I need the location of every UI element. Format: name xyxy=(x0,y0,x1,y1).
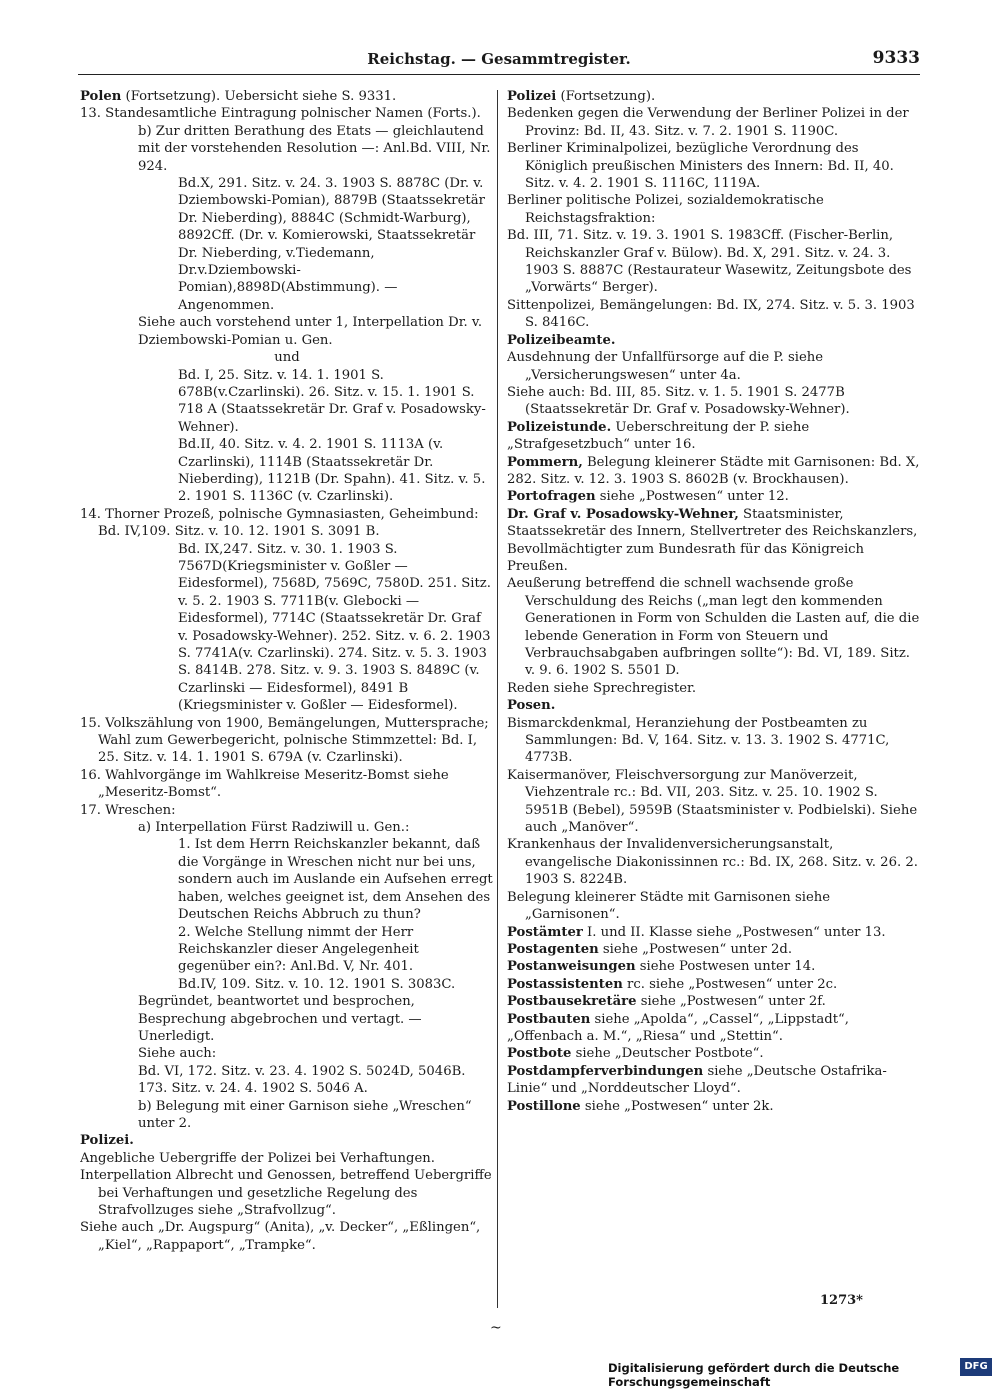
entry-line xyxy=(80,105,494,122)
entry-text: 17. Wreschen: xyxy=(80,802,176,818)
entry-text: (Fortsetzung). xyxy=(556,89,656,104)
entry-line xyxy=(80,924,494,976)
entry-heading: Postassistenten xyxy=(507,976,623,992)
entry-text: Interpellation Albrecht und Genossen, betreffend Uebergriffe bei Verhaftungen und gesetzliche Regelung des Strafvollzuges siehe „Strafvollzug“. xyxy=(80,1168,492,1218)
entry-text: siehe „Postwesen“ unter 12. xyxy=(595,489,789,505)
index-entry xyxy=(507,958,921,975)
entry-text: Reden siehe Sprechregister. xyxy=(507,680,697,696)
entry-text: siehe „Postwesen“ unter 2f. xyxy=(636,994,826,1010)
entry-line xyxy=(80,715,494,767)
right-column xyxy=(507,88,921,1298)
entry-heading: Postämter xyxy=(507,924,583,940)
entry-line xyxy=(80,314,494,349)
entry-text: Kaisermanöver, Fleischversorgung zur Manöverzeit, Viehzentrale rc.: Bd. VII, 203. Sitz. v. 25. 10. 1902 S. 5951B (Bebel), 5959B (Staatsminister v. Podbielski). Siehe auch „Manöver“. xyxy=(507,767,918,836)
entry-line xyxy=(80,506,494,541)
entry-heading: Postbausekretäre xyxy=(507,994,637,1010)
entry-text: Sittenpolizei, Bemängelungen: Bd. IX, 274. Sitz. v. 5. 3. 1903 S. 8416C. xyxy=(507,297,915,331)
entry-text: siehe „Apolda“, „Cassel“, „Lippstadt“, „Offenbach a. M.“, „Riesa“ und „Stettin“. xyxy=(507,1011,849,1044)
entry-line xyxy=(507,889,921,924)
entry-heading: Dr. Graf v. Posadowsky-Wehner, xyxy=(507,506,739,522)
index-entry xyxy=(507,1045,921,1062)
entry-text: siehe Postwesen unter 14. xyxy=(635,959,816,975)
entry-text: (Fortsetzung). Uebersicht siehe S. 9331. xyxy=(121,89,397,104)
entry-text: siehe „Deutsche Ostafrika-Linie“ und „Norddeutscher Lloyd“. xyxy=(507,1063,887,1097)
index-entry xyxy=(507,506,921,576)
entry-text: Siehe auch vorstehend unter 1, Interpellation Dr. v. Dziembowski-Pomian u. Gen. xyxy=(138,315,483,348)
page-number: 9333 xyxy=(872,48,920,68)
entry-text: siehe „Postwesen“ unter 2d. xyxy=(598,941,793,957)
entry-line xyxy=(80,175,494,314)
entry-text: Ueberschreitung der P. siehe „Strafgesetzbuch“ unter 16. xyxy=(507,419,810,453)
index-entry xyxy=(507,993,921,1010)
index-entry xyxy=(507,419,921,454)
entry-heading: Postbauten xyxy=(507,1011,591,1027)
index-entry xyxy=(507,88,921,105)
entry-text: Berliner Kriminalpolizei, bezügliche Verordnung des Königlich preußischen Ministers des Innern: Bd. II, 40. Sitz. v. 4. 2. 1901 S. 1116C, 1119A. xyxy=(507,141,894,192)
entry-line xyxy=(507,575,921,679)
entry-line xyxy=(80,1063,494,1098)
dfg-logo: DFG xyxy=(960,1358,992,1376)
entry-text: Aeußerung betreffend die schnell wachsende große Verschuldung des Reichs („man legt den kommenden Generationen in Form von Schulden die Lasten auf, die die lebende Generation in Form von Steuern und Verbrauchsabgaben aufbringen sollte“): Bd. VI, 189. Sitz. v. 9. 6. 1902 S. 5501 D. xyxy=(507,576,920,679)
entry-line xyxy=(80,1045,494,1062)
index-entry xyxy=(507,332,921,349)
index-entry xyxy=(507,488,921,505)
entry-heading: Portofragen xyxy=(507,489,596,505)
entry-text: 13. Standesamtliche Eintragung polnischer Namen (Forts.). xyxy=(80,106,481,122)
entry-text: 14. Thorner Prozeß, polnische Gymnasiasten, Geheimbund: Bd. IV,109. Sitz. v. 10. 12. 1901 S. 3091 B. xyxy=(80,506,479,540)
index-entry xyxy=(507,1098,921,1115)
entry-text: Siehe auch: xyxy=(138,1046,217,1062)
entry-heading: Postbote xyxy=(507,1046,572,1062)
page-title: Reichstag. — Gesammtregister. xyxy=(367,50,631,68)
entry-line xyxy=(507,349,921,384)
entry-text: Bd.II, 40. Sitz. v. 4. 2. 1901 S. 1113A (v. Czarlinski), 1114B (Staatssekretär Dr. Nieberding), 1121B (Dr. Spahn). 41. Sitz. v. 5. 2. 1901 S. 1136C (v. Czarlinski). xyxy=(178,437,486,505)
entry-text: rc. siehe „Postwesen“ unter 2c. xyxy=(622,976,838,992)
entry-text: Bd. VI, 172. Sitz. v. 23. 4. 1902 S. 5024D, 5046B. 173. Sitz. v. 24. 4. 1902 S. 5046 A. xyxy=(138,1063,466,1097)
entry-text: Belegung kleinerer Städte mit Garnisonen: Bd. X, 282. Sitz. v. 12. 3. 1903 S. 8602B (v. Brockhausen). xyxy=(507,454,920,487)
entry-line xyxy=(507,384,921,419)
index-entry xyxy=(507,924,921,941)
entry-heading: Polizei xyxy=(507,89,557,104)
entry-heading: Postanweisungen xyxy=(507,959,636,975)
index-entry xyxy=(507,1011,921,1046)
entry-line xyxy=(80,436,494,506)
entry-text: siehe „Postwesen“ unter 2k. xyxy=(580,1098,774,1114)
entry-text: Bd.IV, 109. Sitz. v. 10. 12. 1901 S. 3083C. xyxy=(178,976,456,992)
entry-text: Siehe auch „Dr. Augspurg“ (Anita), „v. Decker“, „Eßlingen“, „Kiel“, „Rappaport“, „Trampke“. xyxy=(80,1220,481,1253)
entry-text: a) Interpellation Fürst Radziwill u. Gen.: xyxy=(138,820,410,836)
entry-line xyxy=(80,993,494,1045)
entry-text: 16. Wahlvorgänge im Wahlkreise Meseritz-Bomst siehe „Meseritz-Bomst“. xyxy=(80,767,449,801)
entry-heading: Postillone xyxy=(507,1098,581,1114)
entry-line xyxy=(80,819,494,836)
entry-text: Begründet, beantwortet und besprochen, Besprechung abgebrochen und vertagt. — Unerledigt. xyxy=(138,994,422,1044)
entry-line xyxy=(80,767,494,802)
entry-heading: Pommern, xyxy=(507,454,583,470)
entry-line xyxy=(507,227,921,297)
entry-text: b) Belegung mit einer Garnison siehe „Wreschen“ unter 2. xyxy=(138,1098,472,1131)
page-mark: ~ xyxy=(490,1320,502,1336)
entry-heading: Polizeibeamte. xyxy=(507,332,616,348)
entry-text: 15. Volkszählung von 1900, Bemängelungen, Muttersprache; Wahl zum Gewerbegericht, polnische Stimmzettel: Bd. I, 25. Sitz. v. 14. 1. 1901 S. 679A (v. Czarlinski). xyxy=(80,715,489,766)
entry-text: Bd.X, 291. Sitz. v. 24. 3. 1903 S. 8878C (Dr. v. Dziembowski-Pomian), 8879B (Staatssekretär Dr. Nieberding), 8884C (Schmidt-Warburg), 8892Cff. (Dr. v. Komierowski, Staatssekretär Dr. Nieberding, v.Tiedemann, Dr.v.Dziembowski-Pomian),8898D(Abstimmung). — Angenommen. xyxy=(178,176,485,313)
entry-line xyxy=(80,123,494,175)
entry-text: b) Zur dritten Berathung des Etats — gleichlautend mit der vorstehenden Resolution —: Anl.Bd. VIII, Nr. 924. xyxy=(138,123,491,174)
entry-line xyxy=(80,1219,494,1254)
entry-text: Bedenken gegen die Verwendung der Berliner Polizei in der Provinz: Bd. II, 43. Sitz. v. 7. 2. 1901 S. 1190C. xyxy=(507,106,909,139)
entry-text: 1. Ist dem Herrn Reichskanzler bekannt, daß die Vorgänge in Wreschen nicht nur bei uns, sondern auch im Auslande ein Aufsehen erregt haben, welches geeignet ist, dem Ansehen des Deutschen Reichs Abbruch zu thun? xyxy=(178,837,493,923)
entry-line xyxy=(507,836,921,888)
entry-text: Bismarckdenkmal, Heranziehung der Postbeamten zu Sammlungen: Bd. V, 164. Sitz. v. 13. 3. 1902 S. 4771C, 4773B. xyxy=(507,715,890,766)
entry-line xyxy=(507,680,921,697)
entry-text: Krankenhaus der Invalidenversicherungsanstalt, evangelische Diakonissinnen rc.: Bd. IX, 268. Sitz. v. 26. 2. 1903 S. 8224B. xyxy=(507,837,918,888)
entry-line xyxy=(80,802,494,819)
entry-text: Belegung kleinerer Städte mit Garnisonen siehe „Garnisonen“. xyxy=(507,889,831,923)
entry-heading: Posen. xyxy=(507,698,556,714)
entry-line xyxy=(507,297,921,332)
entry-line xyxy=(507,192,921,227)
column-divider xyxy=(497,90,498,1308)
entry-text: Staatsminister, Staatssekretär des Innern, Stellvertreter des Reichskanzlers, Bevollmächtigter zum Bundesrath für das Königreich Preußen. xyxy=(507,506,918,574)
entry-text: siehe „Deutscher Postbote“. xyxy=(571,1046,764,1062)
entry-line xyxy=(80,367,494,437)
index-entry xyxy=(507,454,921,489)
digitization-credit: Digitalisierung gefördert durch die Deutsche Forschungsgemeinschaft xyxy=(608,1361,900,1389)
entry-heading: Polen xyxy=(80,89,122,104)
entry-heading: Polizei. xyxy=(80,1133,134,1149)
entry-text: Bd. III, 71. Sitz. v. 19. 3. 1901 S. 1983Cff. (Fischer-Berlin, Reichskanzler Graf v. Bülow). Bd. X, 291. Sitz. v. 24. 3. 1903 S. 8887C (Restaurateur Wasewitz, Zeitungsbote des „Vorwärts“ Berger). xyxy=(507,228,912,296)
entry-line xyxy=(80,976,494,993)
index-entry xyxy=(507,976,921,993)
entry-line xyxy=(80,1098,494,1133)
entry-text: und xyxy=(274,350,300,366)
entry-line xyxy=(80,349,494,366)
entry-line xyxy=(80,1167,494,1219)
entry-line xyxy=(80,541,494,715)
entry-text: Angebliche Uebergriffe der Polizei bei Verhaftungen. xyxy=(80,1150,435,1166)
index-entry xyxy=(80,1132,494,1149)
entry-text: Ausdehnung der Unfallfürsorge auf die P. siehe „Versicherungswesen“ unter 4a. xyxy=(507,350,824,383)
entry-text: Bd. I, 25. Sitz. v. 14. 1. 1901 S. 678B(v.Czarlinski). 26. Sitz. v. 15. 1. 1901 S. 718 A (Staatssekretär Dr. Graf v. Posadowsky-Wehner). xyxy=(178,367,486,435)
page-header xyxy=(78,48,920,75)
signature-number: 1273* xyxy=(820,1293,863,1308)
index-entry xyxy=(507,697,921,714)
entry-text: Siehe auch: Bd. III, 85. Sitz. v. 1. 5. 1901 S. 2477B (Staatssekretär Dr. Graf v. Posadowsky-Wehner). xyxy=(507,384,850,418)
entry-line xyxy=(507,767,921,837)
entry-line xyxy=(507,140,921,192)
entry-line xyxy=(507,715,921,767)
index-entry xyxy=(507,1063,921,1098)
entry-line xyxy=(507,105,921,140)
entry-text: Berliner politische Polizei, sozialdemokratische Reichstagsfraktion: xyxy=(507,193,824,226)
index-entry xyxy=(80,88,494,105)
index-entry xyxy=(507,941,921,958)
entry-text: Bd. IX,247. Sitz. v. 30. 1. 1903 S. 7567D(Kriegsminister v. Goßler — Eidesformel), 7568D, 7569C, 7580D. 251. Sitz. v. 5. 2. 1903 S. 7711B(v. Glebocki — Eidesformel), 7714C (Staatssekretär Dr. Graf v. Posadowsky-Wehner). 252. Sitz. v. 6. 2. 1903 S. 7741A(v. Czarlinski). 274. Sitz. v. 5. 3. 1903 S. 8414B. 278. Sitz. v. 9. 3. 1903 S. 8489C (v. Czarlinski — Eidesformel), 8491 B (Kriegsminister v. Goßler — Eidesformel). xyxy=(178,541,491,714)
entry-text: 2. Welche Stellung nimmt der Herr Reichskanzler dieser Angelegenheit gegenüber ein?: Anl.Bd. V, Nr. 401. xyxy=(178,924,419,975)
entry-heading: Polizeistunde. xyxy=(507,419,612,435)
entry-text: I. und II. Klasse siehe „Postwesen“ unter 13. xyxy=(582,924,886,940)
left-column xyxy=(80,88,494,1298)
entry-heading: Postagenten xyxy=(507,941,599,957)
entry-heading: Postdampferverbindungen xyxy=(507,1063,704,1079)
entry-line xyxy=(80,836,494,923)
entry-line xyxy=(80,1150,494,1167)
